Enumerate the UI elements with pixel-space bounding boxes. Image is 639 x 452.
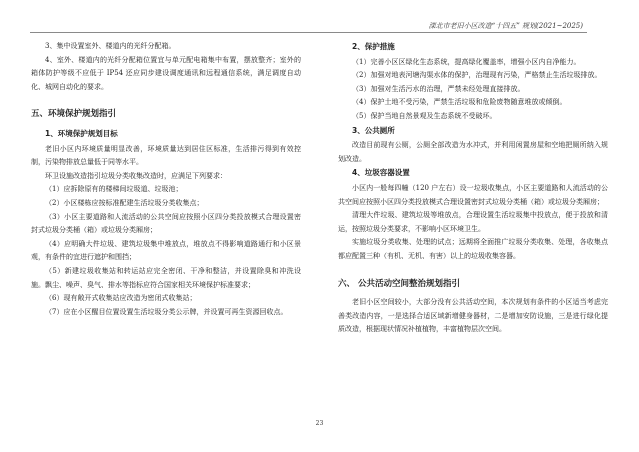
measure-item: （1）完善小区区绿化生态系统，提高绿化覆盖率，增强小区内自净能力。 xyxy=(352,57,581,66)
page-number: 23 xyxy=(315,420,324,427)
requirement-item: （1）应拆除原有的楼梯间垃圾道、垃圾池； xyxy=(45,185,183,194)
requirement-item: （6）现有敞开式收集站应改造为密闭式收集站； xyxy=(45,294,197,303)
requirement-item: （2）小区楼栋应按标准配建生活垃圾分类收集点； xyxy=(45,198,204,207)
measure-item: （4）保护土地不受污染，严禁生活垃圾和危险废物随意堆放或倾倒。 xyxy=(352,98,567,107)
subsection-2-heading: 2、保护措施 xyxy=(352,42,395,51)
subsection-4-paragraph: 清理大件垃圾、建筑垃圾等堆放点，合理设置生活垃圾集中投放点，便于投放和清运，按照垃圾分类要求，不影响小区环境卫生。 xyxy=(338,211,608,233)
left-column xyxy=(31,40,301,319)
section-5-heading: 五、环境保护规划指引 xyxy=(31,109,117,120)
right-column xyxy=(338,40,608,337)
requirement-item: （3）小区主要道路和人流活动的公共空间应按照小区四分类投放模式合理设置密封式垃圾分类桶（箱）或垃圾分类厢房； xyxy=(31,212,301,235)
subsection-1-paragraph: 老旧小区内环境质量明显改善，环境质量达到居住区标准，生活排污得到有效控制，污染物排放总量低于同等水平。 xyxy=(31,144,301,167)
requirement-item: （7）应在小区醒目位置设置生活垃圾分类公示牌，并设置可再生资源回收点。 xyxy=(45,307,288,316)
section-6-heading: 六、 公共活动空间整治规划指引 xyxy=(338,278,460,289)
measure-item: （2）加强对地表河塘沟渠水体的保护，治理现有污染，严格禁止生活垃圾排放。 xyxy=(352,71,602,80)
subsection-3-heading: 3、公共厕所 xyxy=(352,125,395,135)
requirement-item: （5）新建垃圾收集站和转运站应完全密闭、干净和整洁，并设置除臭和冲洗设施。飘尘、噪声、臭气、排水等指标应符合国家相关环境保护标准要求； xyxy=(31,266,301,289)
measure-item: （3）加强对生活污水的治理，严禁未经处理直接排放。 xyxy=(352,84,525,93)
subsection-4-paragraph: 实施垃圾分类收集、处理的试点；远期将全面推广垃圾分类收集、处理，各收集点都应配置三种（有机、无机、有害）以上的垃圾收集容器。 xyxy=(338,238,608,260)
sanitation-intro: 环卫设施改造指引垃圾分类收集改造时，应满足下列要求： xyxy=(45,171,227,180)
subsection-4-heading: 4、垃圾容器设置 xyxy=(352,168,410,178)
measure-item: （5）保护当地自然景观及生态系统不受破坏。 xyxy=(352,111,497,120)
intro-item-4: 4、室外、楼道内的光纤分配箱位置宜与单元配电箱集中布置，摆放整齐；室外的箱体防护等级不应低于 IP54 还应同步建设调度通讯和远程通信系统，满足调度自动化、城网自动化的要求。 xyxy=(31,55,301,91)
running-header: 溧北市老旧小区改造“十四五” 规划(2021~2025) xyxy=(428,22,583,30)
subsection-1-heading: 1、环境保护规划目标 xyxy=(45,128,118,138)
subsection-3-paragraph: 改造目前现有公厕，公厕全部改造为水冲式，并利用闲置房屋和空地把厕所纳入规划改造。 xyxy=(338,141,608,163)
intro-item-3: 3、集中设置室外、楼道内的光纤分配箱。 xyxy=(45,42,176,50)
requirement-item: （4）应明确大件垃圾、建筑垃圾集中堆放点，堆放点不得影响道路通行和小区景观，有条件的宜进行遮护和围挡； xyxy=(31,239,301,262)
subsection-4-paragraph: 小区内一般每四幢（120 户左右）设一垃圾收集点，小区主要道路和人流活动的公共空间应按照小区四分类投放模式合理设置密封式垃圾分类桶（箱）或垃圾分类厢房； xyxy=(338,183,608,206)
header-rule xyxy=(30,32,587,33)
section-6-paragraph: 老旧小区空间较小，大部分没有公共活动空间，本次规划有条件的小区适当考虑完善类改造内容，一是选择合适区域新增健身器材，二是增加安防设施，三是进行绿化提质改造，根据现状情况补植植物，丰富植物层次空间。 xyxy=(338,298,608,334)
